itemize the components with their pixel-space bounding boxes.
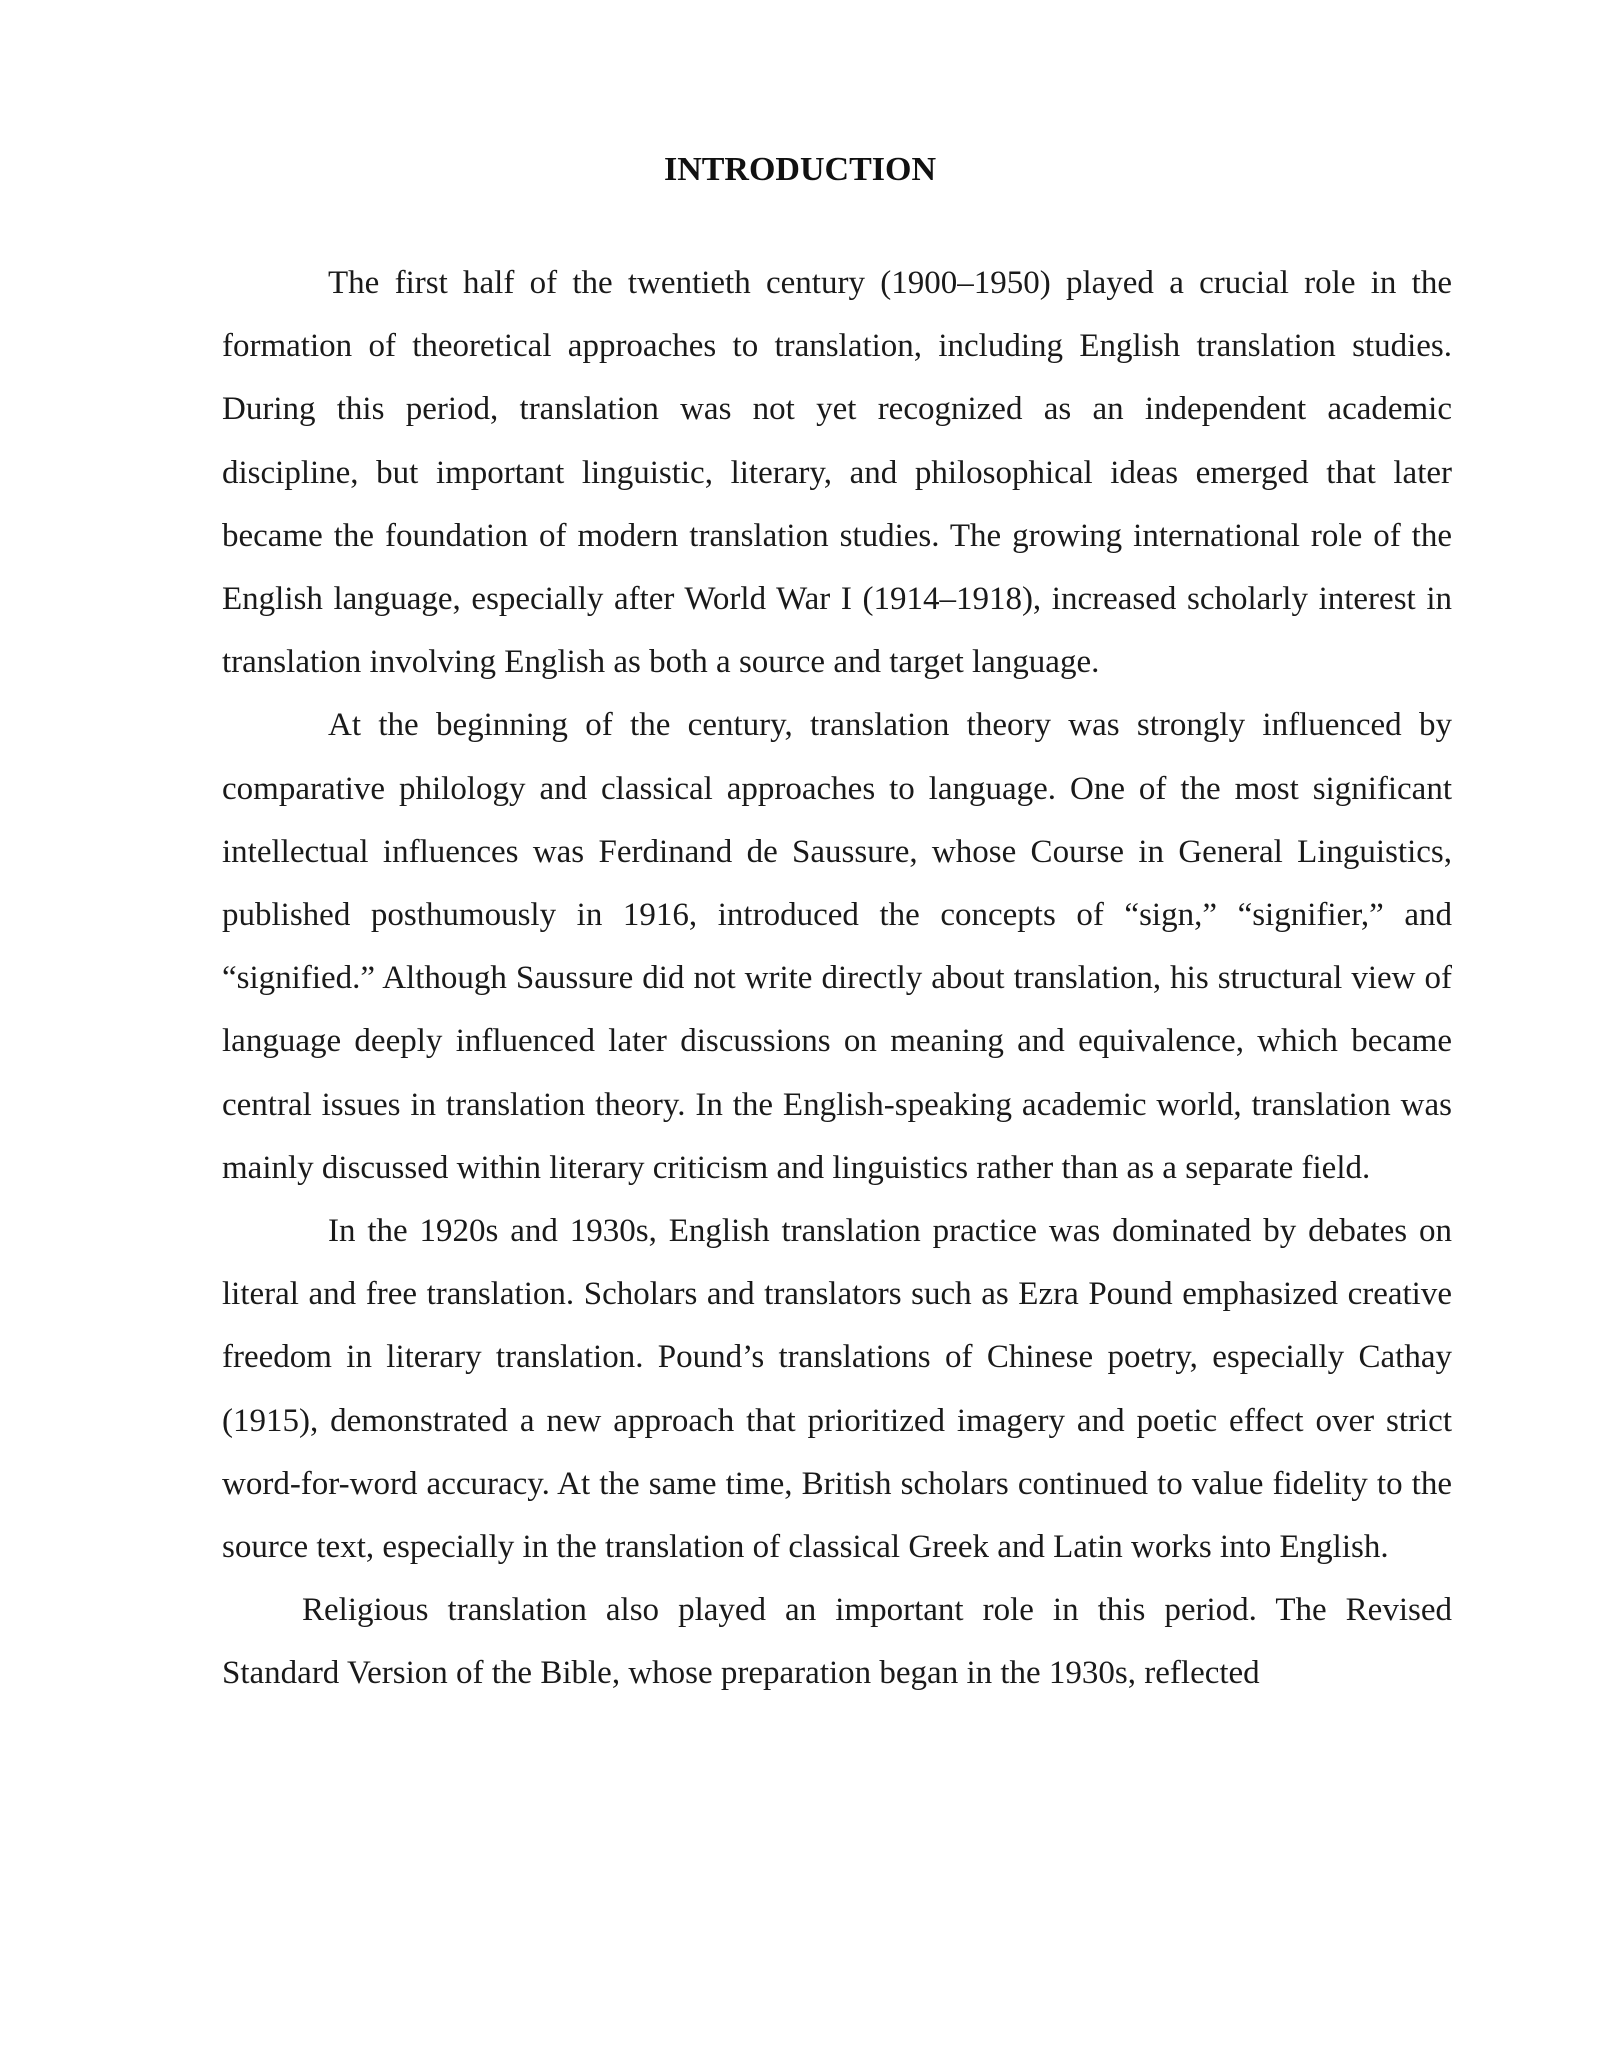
document-body: [222, 252, 1452, 1706]
paragraph-4: Religious translation also played an important role in this period. The Revised Standard Version of the Bible, whose preparation began in the 1930s, reflected: [222, 1592, 1452, 1692]
paragraph-1: The first half of the twentieth century (1900–1950) played a crucial role in the formation of theoretical approaches to translation, including English translation studies. During this period, translation was not yet recognized as an independent academic discipline, but important linguistic, literary, and philosophical ideas emerged that later became the foundation of modern translation studies. The growing international role of the English language, especially after World War I (1914–1918), increased scholarly interest in translation involving English as both a source and target language.: [222, 265, 1452, 681]
paragraph-3: In the 1920s and 1930s, English translation practice was dominated by debates on literal and free translation. Scholars and translators such as Ezra Pound emphasized creative freedom in literary translation. Pound’s translations of Chinese poetry, especially Cathay (1915), demonstrated a new approach that prioritized imagery and poetic effect over strict word-for-word accuracy. At the same time, British scholars continued to value fidelity to the source text, especially in the translation of classical Greek and Latin works into English.: [222, 1213, 1452, 1566]
page-title: INTRODUCTION: [663, 151, 937, 188]
paragraph-2: At the beginning of the century, translation theory was strongly influenced by comparative philology and classical approaches to language. One of the most significant intellectual influences was Ferdinand de Saussure, whose Course in General Linguistics, published posthumously in 1916, introduced the concepts of “sign,” “signifier,” and “signified.” Although Saussure did not write directly about translation, his structural view of language deeply influenced later discussions on meaning and equivalence, which became central issues in translation theory. In the English-speaking academic world, translation was mainly discussed within literary criticism and linguistics rather than as a separate field.: [222, 707, 1452, 1186]
